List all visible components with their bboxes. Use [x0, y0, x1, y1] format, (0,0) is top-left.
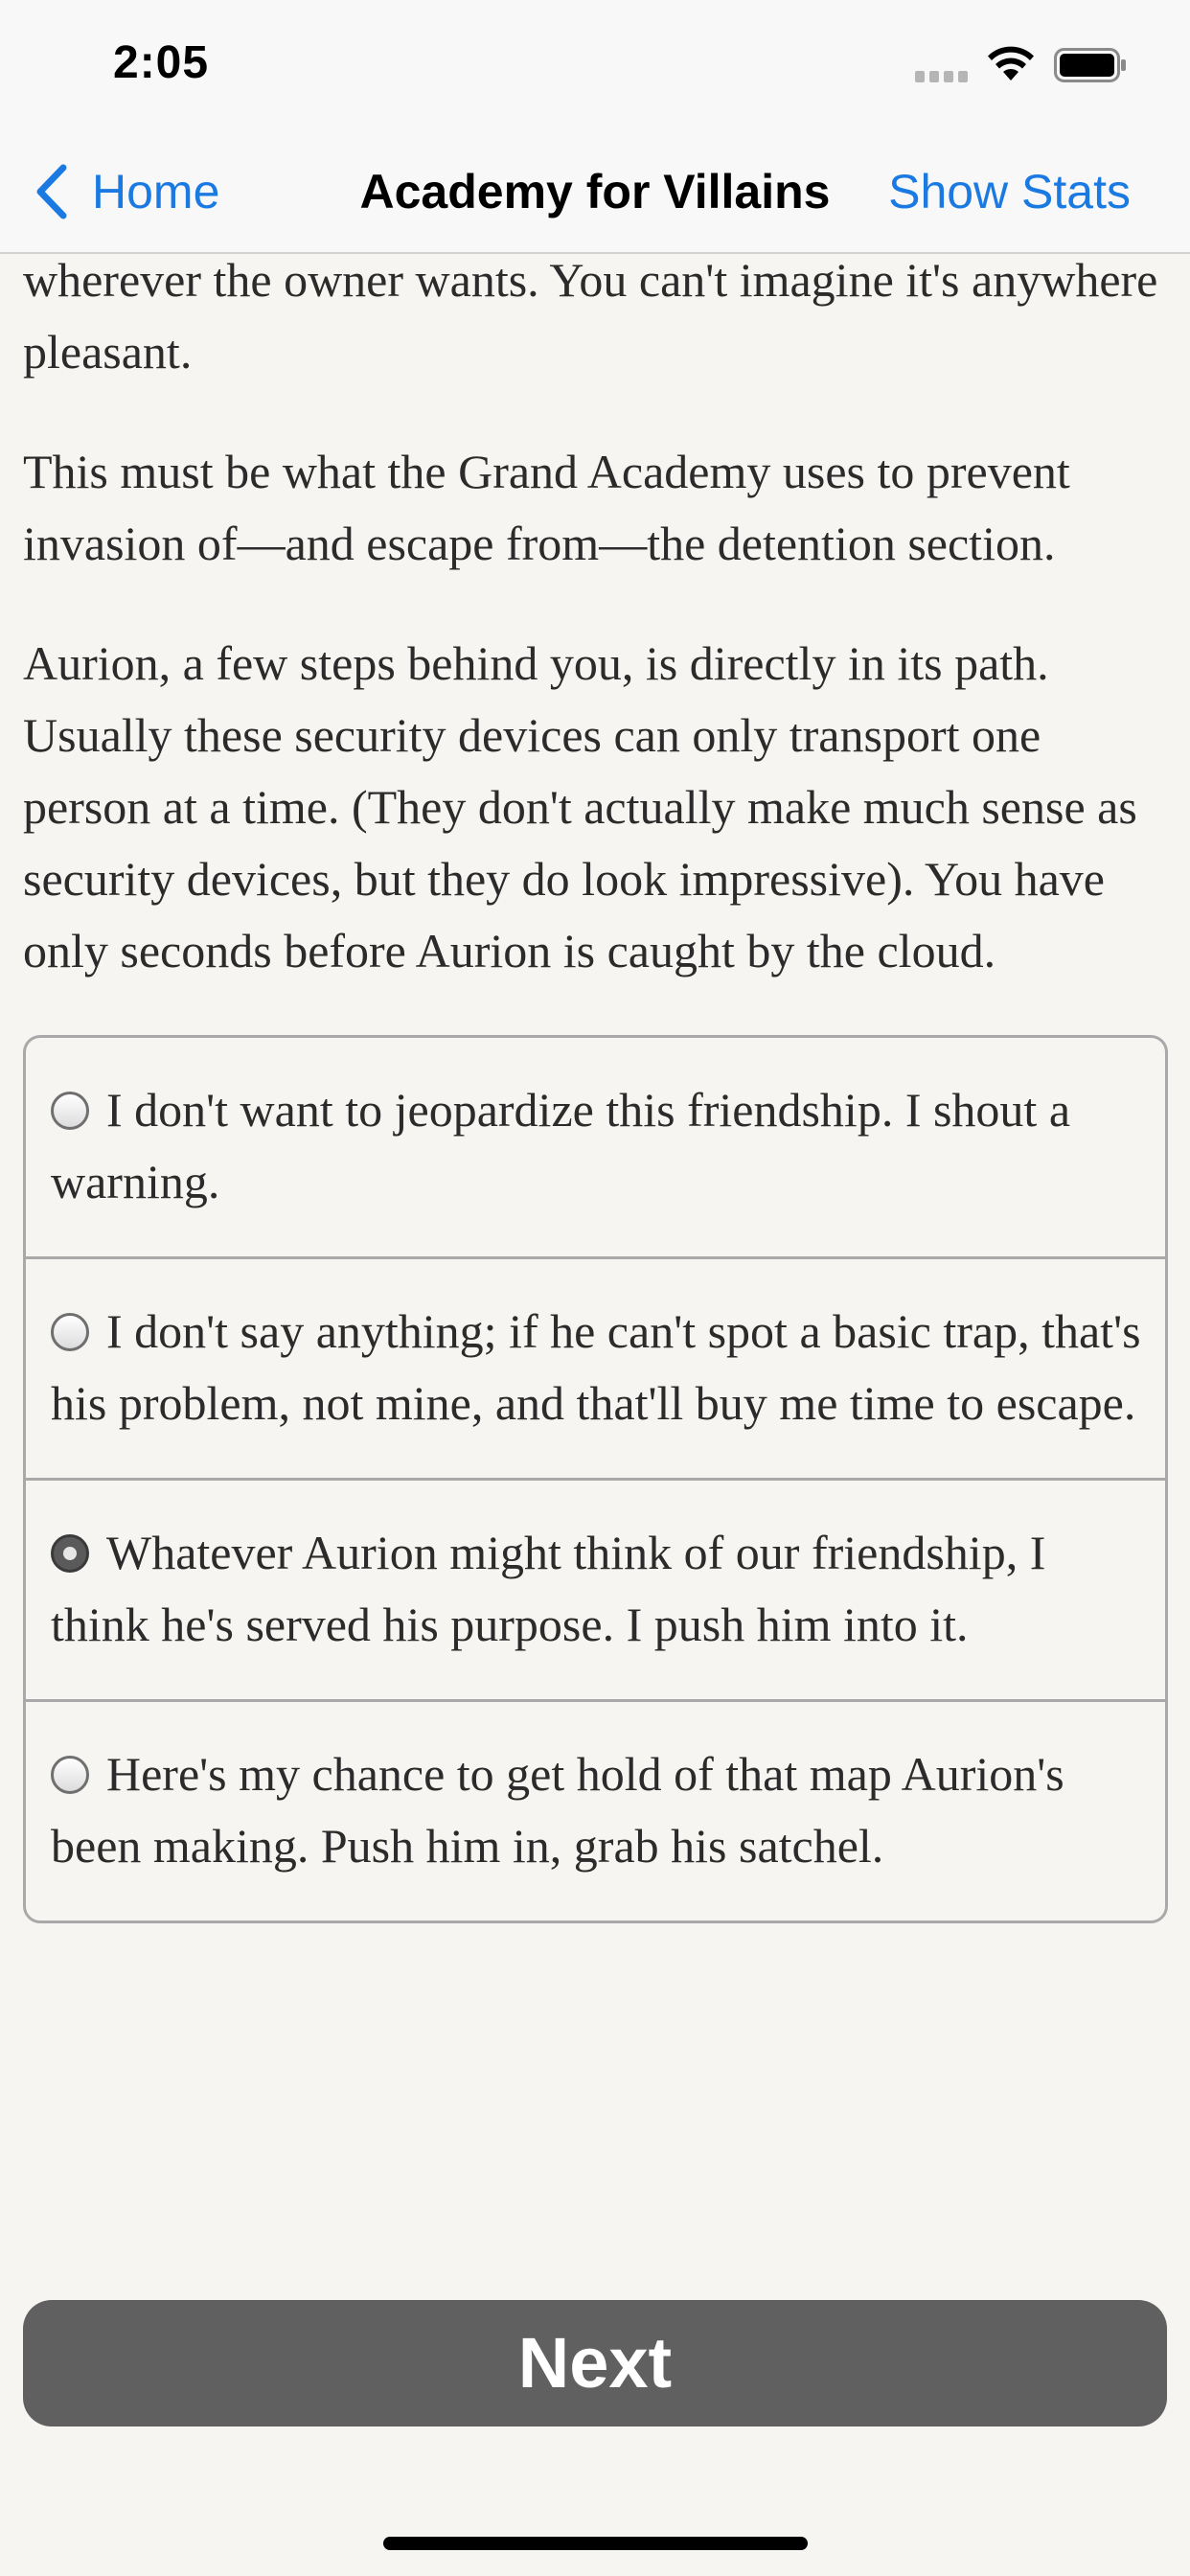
- choice-option-1[interactable]: [26, 1038, 1165, 1256]
- choice-option-2[interactable]: [26, 1256, 1165, 1478]
- radio-button[interactable]: [51, 1756, 89, 1794]
- choice-label: Whatever Aurion might think of our friendship, I think he's served his purpose. I push him into it.: [51, 1526, 1046, 1651]
- next-button[interactable]: Next: [23, 2300, 1167, 2426]
- choice-label: I don't say anything; if he can't spot a basic trap, that's his problem, not mine, and that'll buy me time to escape.: [51, 1304, 1141, 1430]
- story-paragraph: wherever the owner wants. You can't imagine it's anywhere pleasant.: [23, 253, 1158, 379]
- status-time: 2:05: [113, 37, 210, 88]
- radio-button[interactable]: [51, 1092, 89, 1130]
- show-stats-button[interactable]: Show Stats: [888, 165, 1131, 218]
- radio-button[interactable]: [51, 1534, 89, 1573]
- back-label: Home: [92, 165, 220, 218]
- battery-icon: [1054, 48, 1127, 82]
- story-paragraph: This must be what the Grand Academy uses to prevent invasion of—and escape from—the detention section.: [23, 445, 1070, 570]
- choice-label: I don't want to jeopardize this friendship. I shout a warning.: [51, 1083, 1071, 1208]
- story-paragraph: Aurion, a few steps behind you, is directly in its path. Usually these security devices can only transport one person at a time. (They don't actually make much sense as security devices, but they do look impressive). You have only seconds before Aurion is caught by the cloud.: [23, 636, 1137, 978]
- choice-option-3[interactable]: [26, 1478, 1165, 1699]
- choice-label: Here's my chance to get hold of that map Aurion's been making. Push him in, grab his satchel.: [51, 1747, 1064, 1873]
- chevron-left-icon: [33, 162, 71, 221]
- story-content: [23, 244, 1168, 1923]
- radio-button[interactable]: [51, 1313, 89, 1351]
- back-button[interactable]: [33, 158, 219, 225]
- status-bar: [0, 0, 1190, 129]
- choice-option-4[interactable]: [26, 1699, 1165, 1920]
- choice-list: [23, 1035, 1168, 1923]
- home-indicator: [383, 2537, 808, 2550]
- navigation-bar: [0, 129, 1190, 254]
- signal-icon: [915, 69, 971, 82]
- page-title: Academy for Villains: [359, 165, 831, 218]
- wifi-icon: [987, 46, 1035, 82]
